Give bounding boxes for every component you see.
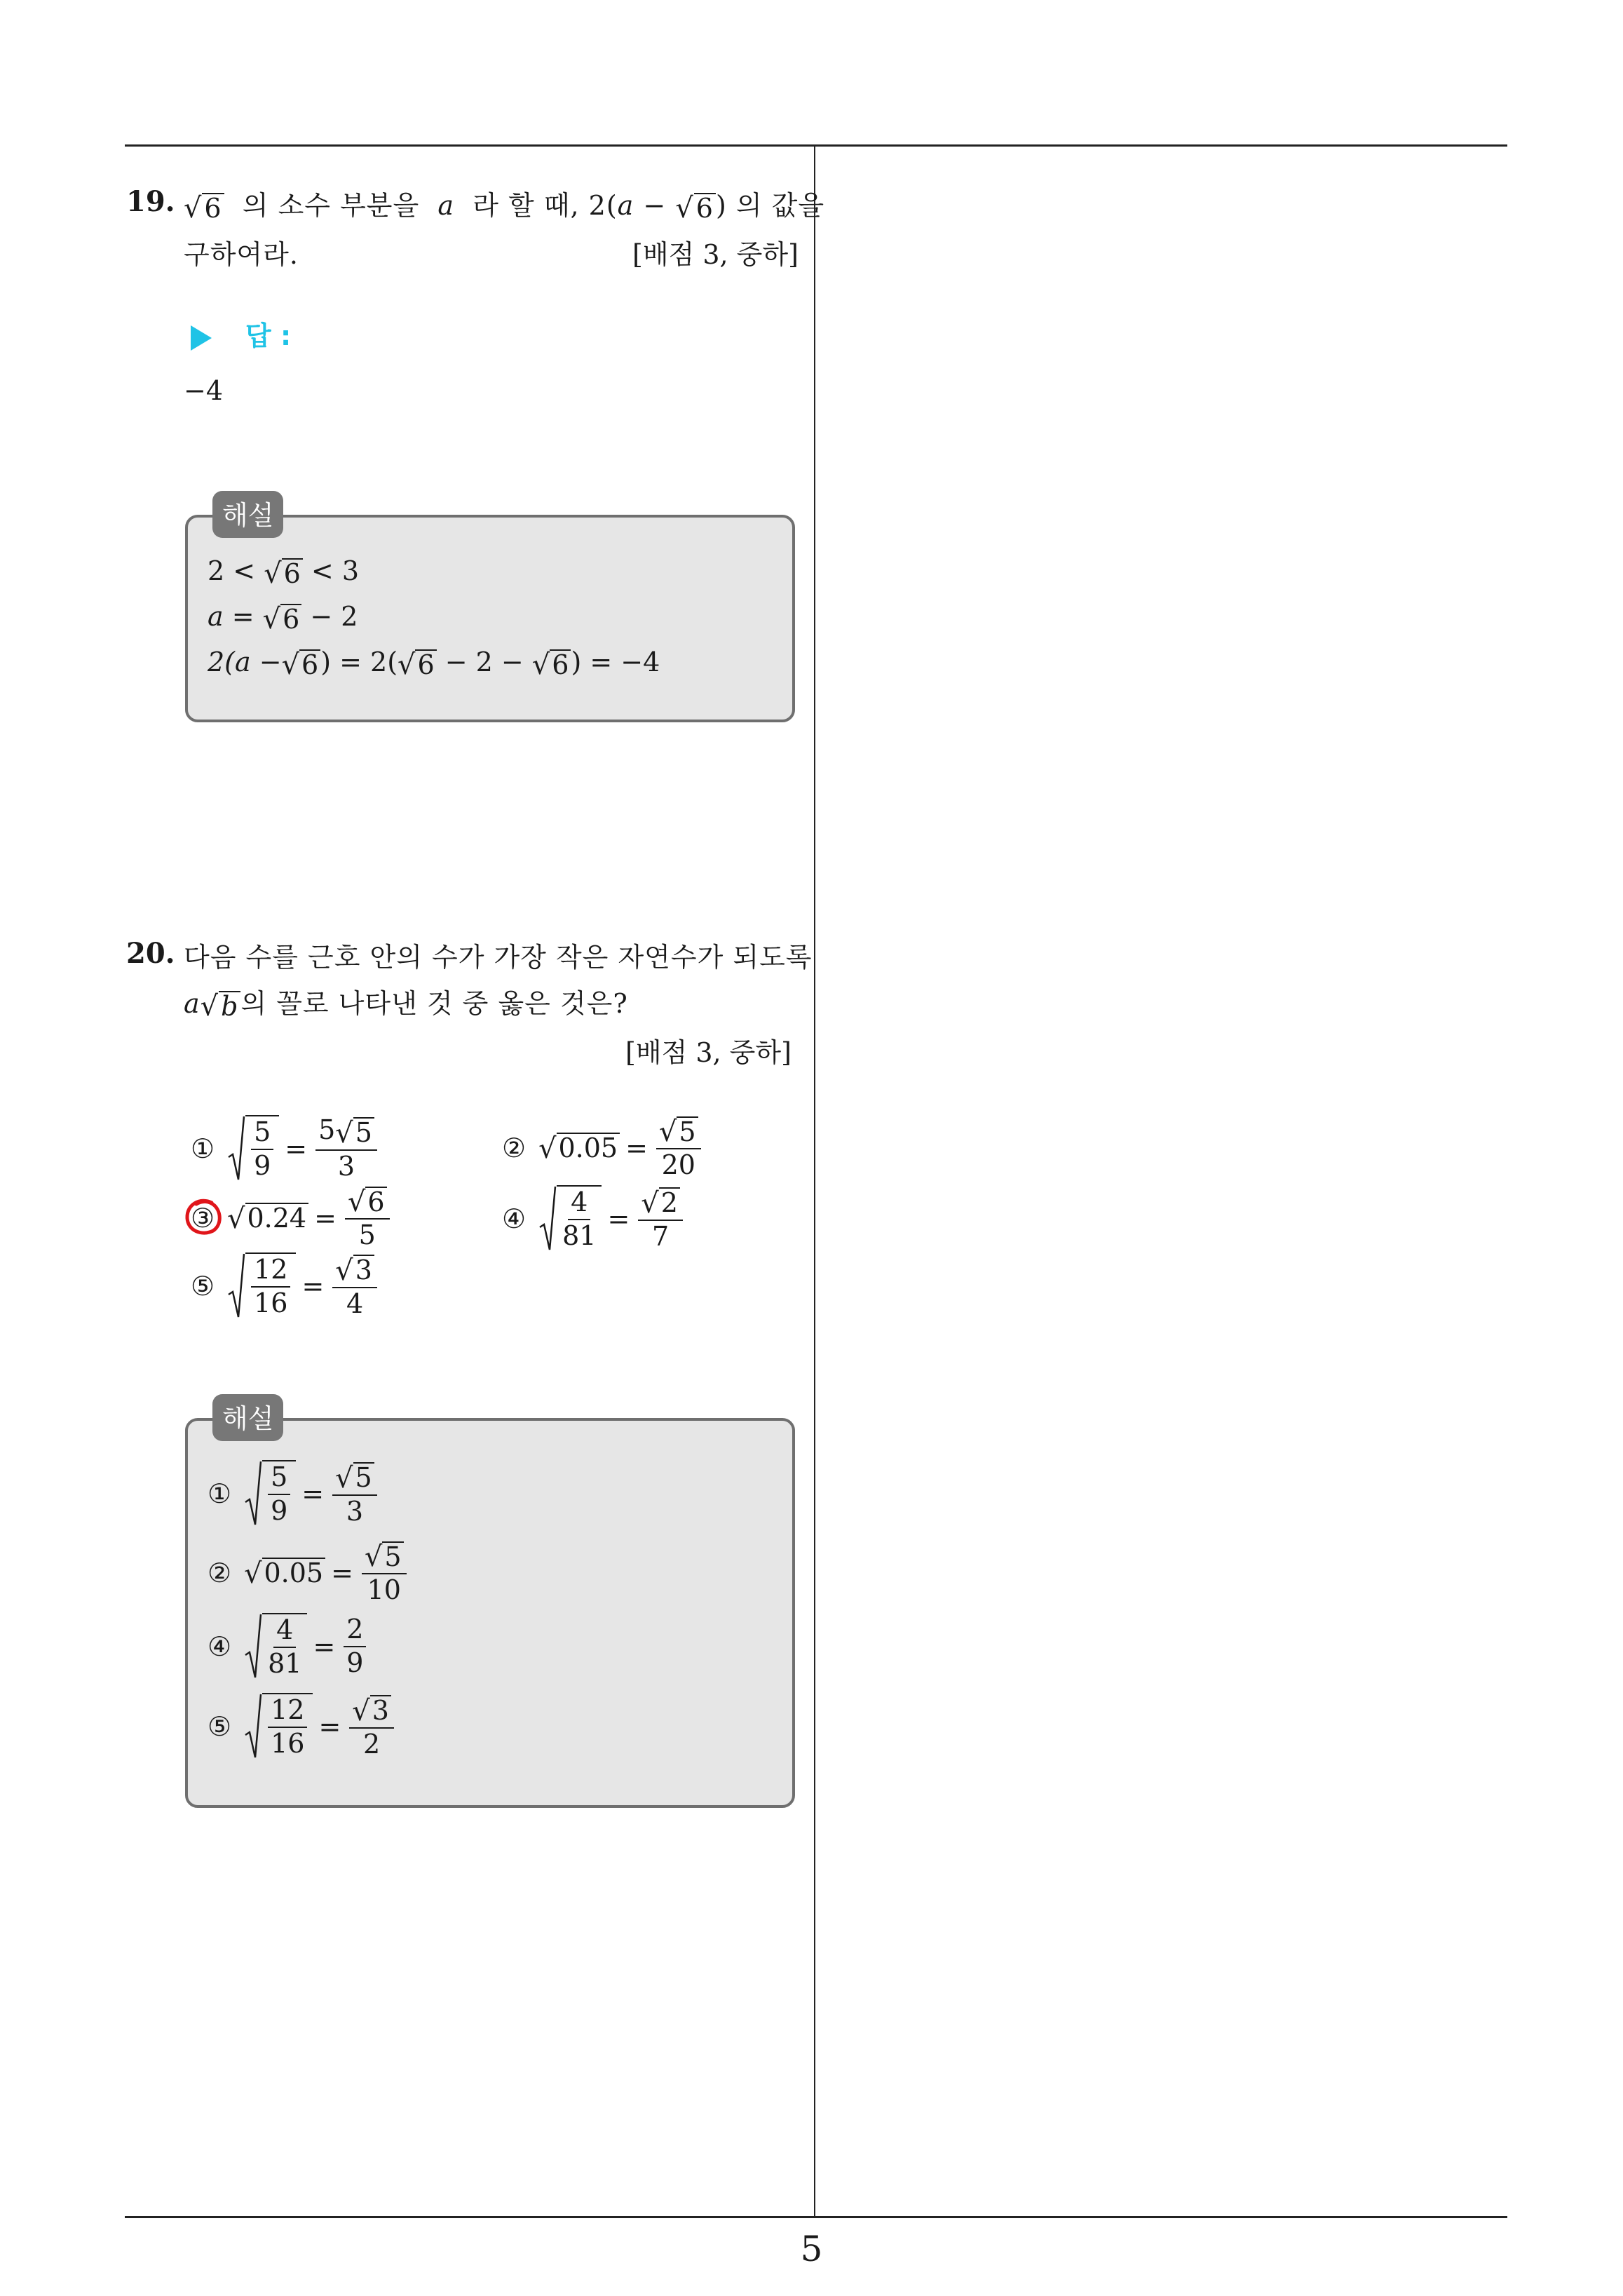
q20-choice-1[interactable]: ① $\frac{5}{9}$ = 5 √ 5 3 [191,1115,380,1182]
q19-explain-line1: 2 < √ 6 < 3 [208,555,360,590]
q20-stem-line2: a √ b 의 꼴로 나타낸 것 중 옳은 것은? [184,988,628,1023]
q20-choice-2[interactable]: ② √ 0.05 = √ 5 20 [502,1115,704,1180]
bottom-rule [125,2216,1507,2218]
q19-answer-value: −4 [184,375,224,406]
q19-score-meta: [배점 3, 중하] [632,239,799,270]
q20-score-meta: [배점 3, 중하] [625,1037,792,1068]
q19-stem-line1: √ 6 의 소수 부분을 a 라 할 때, 2(a − √ 6 ) 의 값을 [184,190,825,225]
q20-explain-1: ① $\frac{5}{9}$ = √ 5 3 [208,1460,380,1527]
selected-circle-mark [181,1194,226,1239]
q20-choice-3[interactable]: ③ √ 0.24 = √ 6 5 [191,1185,393,1250]
q19-stem-line2: 구하여라. [184,239,299,270]
q19-explanation-label: 해설 [212,491,283,538]
q20-choice-5[interactable]: ⑤ $\frac{12}{16}$ = √ 3 4 [191,1252,380,1320]
column-divider [814,144,815,2217]
q20-explain-2: ② √ 0.05 = √ 5 10 [208,1540,409,1605]
q20-explain-5: ⑤ $\frac{12}{16}$ = √ 3 2 [208,1693,397,1760]
q19-answer-label: 답 : [191,314,291,353]
page-number: 5 [800,2229,823,2269]
q19-explain-line3: 2(a − √ 6 ) = 2( √ 6 − 2 − √ 6 ) = −4 [208,647,660,682]
sqrt6: √ 6 [184,193,224,224]
top-rule [125,144,1507,147]
q20-explain-4: ④ $\frac{4}{81}$ = $\frac{2}{9}$ [208,1613,369,1680]
q19-explain-line2: a = √ 6 − 2 [208,601,358,636]
q20-choice-4[interactable]: ④ $\frac{4}{81}$ = √ 2 7 [502,1185,686,1252]
q20-explanation-label: 해설 [212,1394,283,1441]
q20-stem-line1: 다음 수를 근호 안의 수가 가장 작은 자연수가 되도록 [184,942,813,973]
q20-number: 20. [126,937,175,970]
play-triangle-icon [191,325,212,351]
sqrt5: √ 5 [335,1117,374,1148]
sqrt6: √ 6 [675,193,716,224]
q19-number: 19. [126,185,175,218]
